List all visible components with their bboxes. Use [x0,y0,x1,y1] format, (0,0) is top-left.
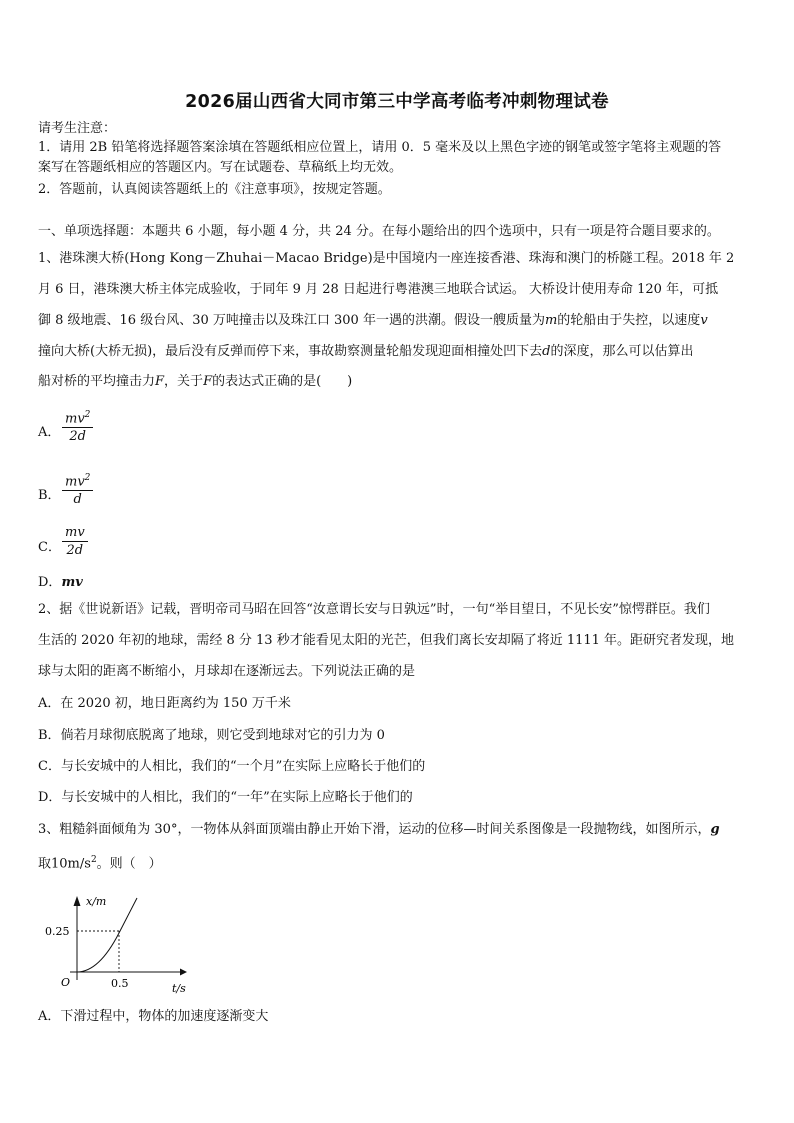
page-title: 2026届山西省大同市第三中学高考临考冲刺物理试卷 [185,92,609,112]
q1-line-4 [38,343,758,361]
q3-line-2-text-b: 。则（ ） [96,856,162,872]
q1-option-b-numerator: mv [65,474,85,490]
q3-line-1 [38,821,758,839]
q1-option-c-denominator: 2d [66,543,84,558]
q1-option-d [38,571,83,590]
q2-line-1: 2、据《世说新语》记载，晋明帝司马昭在回答“汝意谓长安与日孰远”时，一句“举目望日，不见长安”惊愕群臣。我们 [38,602,710,617]
section-heading: 一、单项选择题：本题共 6 小题，每小题 4 分，共 24 分。在每小题给出的四个选项中，只有一项是符合题目要求的。 [38,224,720,239]
graph-x-tick: 0.5 [111,977,129,990]
notice-item-1-line-1: 1．请用 2B 铅笔将选择题答案涂填在答题纸相应位置上，请用 0．5 毫米及以上黑色字迹的钢笔或签字笔将主观题的答 [38,140,722,155]
q1-option-a-denominator: 2d [69,429,86,445]
q1-option-b-exponent: 2 [84,473,91,483]
q1-option-a-numerator: mv [65,411,85,427]
notice-heading: 请考生注意： [38,121,117,136]
fraction-bar [62,490,93,491]
q1-line-5 [38,373,758,391]
q1-option-b-fraction [62,473,93,507]
q3-line-1-text: 3、粗糙斜面倾角为 30°，一物体从斜面顶端由静止开始下滑，运动的位移—时间关系图像是一段抛物线，如图所示， [38,822,711,837]
q1-line-3 [38,312,758,330]
q1-line-3-text-a: 御 8 级地震、16 级台风、30 万吨撞击以及珠江口 300 年一遇的洪潮。假设一艘质量为 [38,313,545,328]
q1-line-5-text-b: ，关于 [164,374,204,389]
displacement-time-graph [40,888,190,1000]
q1-symbol-v: v [700,313,708,328]
graph-origin-label: O [61,976,71,989]
q2-option-c: C．与长安城中的人相比，我们的“一个月”在实际上应略长于他们的 [38,759,426,774]
q1-line-2: 月 6 日，港珠澳大桥主体完成验收，于同年 9 月 28 日起进行粤港澳三地联合试运。 大桥设计使用寿命 120 年，可抵 [38,282,719,297]
q1-line-5-text-c: 的表达式正确的是( ) [212,374,353,389]
q1-line-3-text-b: 的轮船由于失控，以速度 [557,313,701,328]
q1-option-c-fraction [62,525,88,558]
q1-option-c-numerator: mv [65,525,85,540]
q1-line-1: 1、港珠澳大桥(Hong Kong－Zhuhai－Macao Bridge)是中国境内一座连接香港、珠海和澳门的桥隧工程。2018 年 2 [38,251,735,266]
q1-line-5-text-a: 船对桥的平均撞击力 [38,374,156,389]
q1-symbol-d: d [542,344,551,359]
q2-line-2: 生活的 2020 年初的地球，需经 8 分 13 秒才能看见太阳的光芒，但我们离长安却隔了将近 1111 年。距研究者发现，地 [38,633,735,648]
q1-option-a-label: A． [38,425,61,440]
q1-symbol-m: m [544,313,558,328]
q3-unit: 10m/s [51,856,91,872]
graph-x-label: t/s [172,982,186,995]
x-axis-arrow [74,896,81,906]
q1-option-b-denominator: d [73,492,82,508]
q3-line-2 [38,851,758,873]
graph-y-label: x/m [86,895,107,908]
q3-symbol-g: g [710,822,720,837]
q1-symbol-F: F [155,374,165,389]
parabola-curve [77,898,137,972]
notice-item-2: 2．答题前，认真阅读答题纸上的《注意事项》，按规定答题。 [38,182,391,197]
q1-option-d-expr: mv [61,575,83,590]
q2-option-a: A．在 2020 初，地日距离约为 150 万千米 [38,696,291,711]
t-axis-arrow [180,969,187,976]
fraction-bar [62,541,88,542]
q2-option-d: D．与长安城中的人相比，我们的“一年”在实际上应略长于他们的 [38,790,413,805]
fraction-bar [62,427,93,428]
q2-option-b: B．倘若月球彻底脱离了地球，则它受到地球对它的引力为 0 [38,728,385,743]
q1-option-a-exponent: 2 [84,410,91,420]
q1-symbol-F-2: F [203,374,213,389]
q3-line-2-text-a: 取 [38,856,52,872]
q1-line-4-text-a: 撞向大桥(大桥无损)，最后没有反弹而停下来，事故勘察测量轮船发现迎面相撞处凹下去 [38,344,543,359]
q3-option-a: A．下滑过程中，物体的加速度逐渐变大 [38,1009,269,1024]
notice-item-1-line-2: 案写在答题纸相应的答题区内。写在试题卷、草稿纸上均无效。 [38,160,403,175]
q2-line-3: 球与太阳的距离不断缩小，月球却在逐渐远去。下列说法正确的是 [38,664,416,679]
q1-option-d-label: D． [38,575,62,590]
q1-option-c-label: C． [38,540,61,555]
graph-y-tick: 0.25 [45,925,70,938]
q1-line-4-text-b: 的深度，那么可以估算出 [550,344,694,359]
q3-unit-exponent: 2 [90,855,97,865]
q1-option-b-label: B． [38,488,61,503]
q1-option-a-fraction [62,410,93,444]
